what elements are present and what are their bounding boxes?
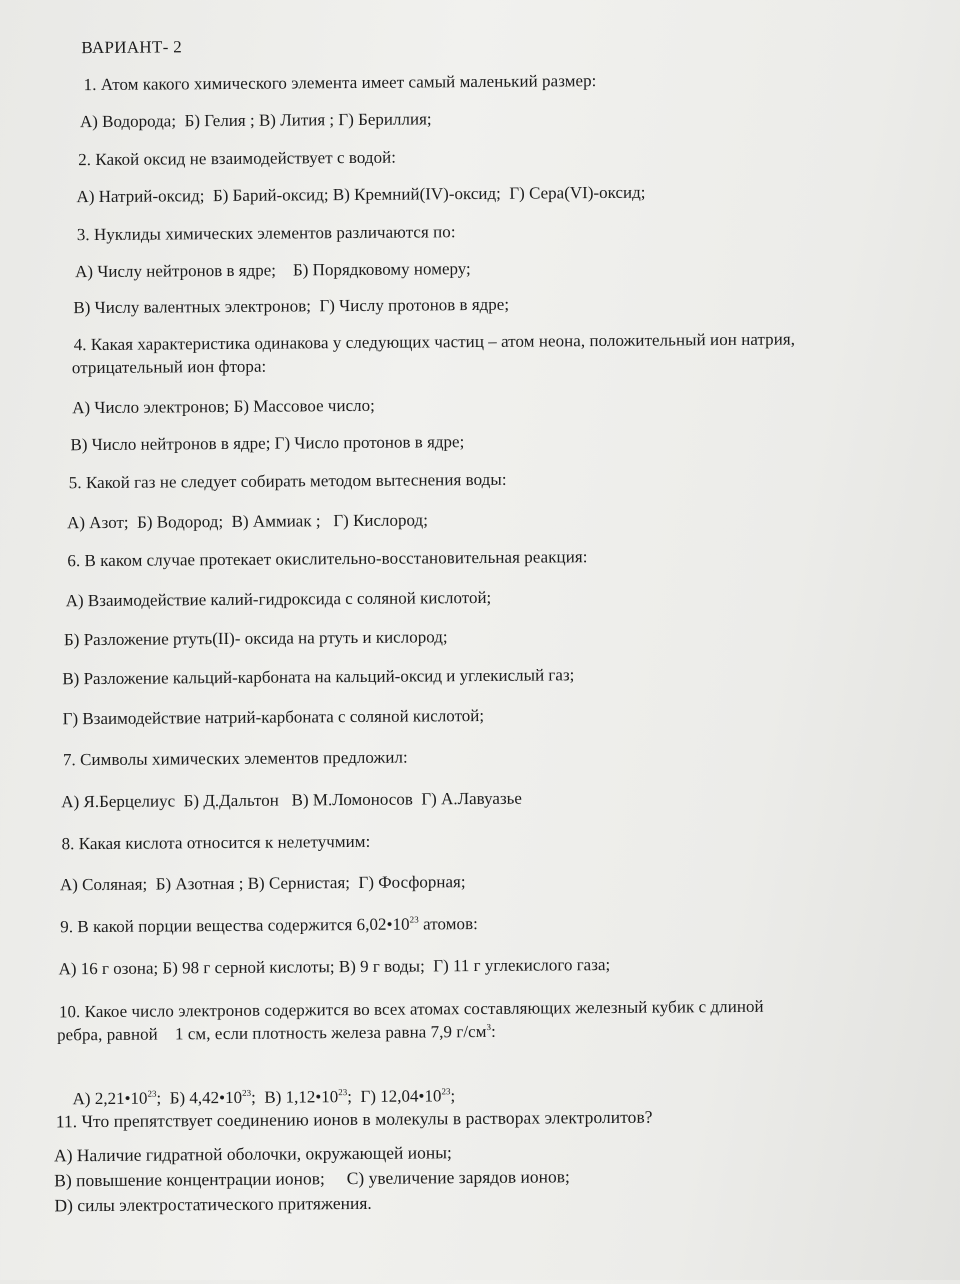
question-11-option-a: A) Наличие гидратной оболочки, окружающей ионы;	[53, 1142, 452, 1166]
question-3-option-line-2: В) Числу валентных электронов; Г) Числу протонов в ядре;	[73, 294, 510, 318]
question-6-option-b: Б) Разложение ртуть(II)- оксида на ртуть и кислород;	[63, 627, 448, 650]
q10-option-a-text: А) 2,21•10	[72, 1088, 148, 1109]
q10-option-b-exponent: 23	[242, 1087, 252, 1098]
question-4: 4. Какая характеристика одинакова у следующих частиц – атом неона, положительный ион натрия,	[73, 329, 796, 355]
q10-option-d-exponent: 23	[441, 1086, 451, 1097]
question-5-options: А) Азот; Б) Водород; В) Аммиак ; Г) Кислород;	[66, 510, 428, 533]
q10-option-c-exponent: 23	[338, 1087, 348, 1098]
question-10-exponent: 3	[486, 1021, 492, 1032]
question-6-option-d: Г) Взаимодействие натрий-карбоната с соляной кислотой;	[62, 705, 485, 729]
question-6: 6. В каком случае протекает окислительно-восстановительная реакция:	[67, 547, 588, 571]
question-4-continued: отрицательный ион фтора:	[71, 356, 267, 378]
q10-option-d-sep: ;	[450, 1086, 456, 1106]
q10-option-b-text: Б) 4,42•10	[169, 1087, 243, 1108]
question-2-options: А) Натрий-оксид; Б) Барий-оксид; В) Кремний(IV)-оксид; Г) Сера(VI)-оксид;	[76, 182, 646, 207]
question-7: 7. Символы химических элементов предложил:	[62, 747, 408, 770]
question-9-text-pre: 9. В какой порции вещества содержится 6,02•10	[60, 914, 410, 937]
question-10-continued	[57, 1021, 496, 1046]
q10-option-b	[170, 1088, 265, 1108]
question-1-options: А) Водорода; Б) Гелия ; В) Лития ; Г) Бериллия;	[79, 109, 432, 132]
question-9-options: А) 16 г озона; Б) 98 г серной кислоты; В) 9 г воды; Г) 11 г углекислого газа;	[58, 954, 611, 979]
question-6-option-a: А) Взаимодействие калий-гидроксида с соляной кислотой;	[65, 587, 492, 611]
question-9-exponent: 23	[409, 914, 419, 925]
question-10: 10. Какое число электронов содержится во всех атомах составляющих железный кубик с длиной	[58, 996, 764, 1022]
question-9-text-post: атомов:	[418, 914, 478, 934]
question-5: 5. Какой газ не следует собирать методом вытеснения воды:	[68, 469, 507, 493]
question-9	[60, 913, 478, 938]
question-4-option-line-2: В) Число нейтронов в ядре; Г) Число протонов в ядре;	[70, 432, 465, 455]
question-11-option-b: B) повышение концентрации ионов; C) увеличение зарядов ионов;	[54, 1166, 570, 1191]
question-2: 2. Какой оксид не взаимодействует с водой:	[78, 147, 397, 170]
q10-option-a-sep: ;	[156, 1088, 170, 1108]
question-3: 3. Нуклиды химических элементов различаются по:	[76, 222, 456, 245]
question-6-option-c: В) Разложение кальций-карбоната на кальций-оксид и углекислый газ;	[62, 665, 575, 689]
q10-option-a-exponent: 23	[147, 1088, 157, 1099]
question-11: 11. Что препятствует соединению ионов в молекулы в растворах электролитов?	[55, 1106, 653, 1132]
question-1: 1. Атом какого химического элемента имеет самый маленький размер:	[83, 71, 597, 95]
q10-option-d-text: Г) 12,04•10	[360, 1086, 442, 1106]
question-4-option-line-1: А) Число электронов; Б) Массовое число;	[72, 395, 375, 418]
q10-option-a	[73, 1088, 170, 1108]
variant-title: ВАРИАНТ- 2	[81, 37, 183, 58]
question-11-option-d: D) силы электростатического притяжения.	[54, 1192, 372, 1216]
question-7-options: А) Я.Берцелиус Б) Д.Дальтон В) М.Ломоносов Г) А.Лавуазье	[61, 788, 523, 812]
question-10-text-post: :	[490, 1021, 496, 1041]
q10-option-c	[264, 1087, 360, 1107]
question-8-options: А) Соляная; Б) Азотная ; В) Сернистая; Г) Фосфорная;	[59, 872, 466, 895]
q10-option-d	[360, 1086, 455, 1106]
question-11-options	[54, 1139, 570, 1218]
question-3-option-line-1: А) Числу нейтронов в ядре; Б) Порядковому номеру;	[75, 259, 471, 282]
q10-option-c-text: В) 1,12•10	[264, 1087, 339, 1107]
q10-option-c-sep: ;	[347, 1086, 361, 1107]
question-8: 8. Какая кислота относится к нелетучмим:	[61, 831, 371, 854]
q10-option-b-sep: ;	[251, 1087, 265, 1107]
question-10-text-pre: ребра, равной 1 см, если плотность железа равна 7,9 г/см	[57, 1021, 487, 1045]
